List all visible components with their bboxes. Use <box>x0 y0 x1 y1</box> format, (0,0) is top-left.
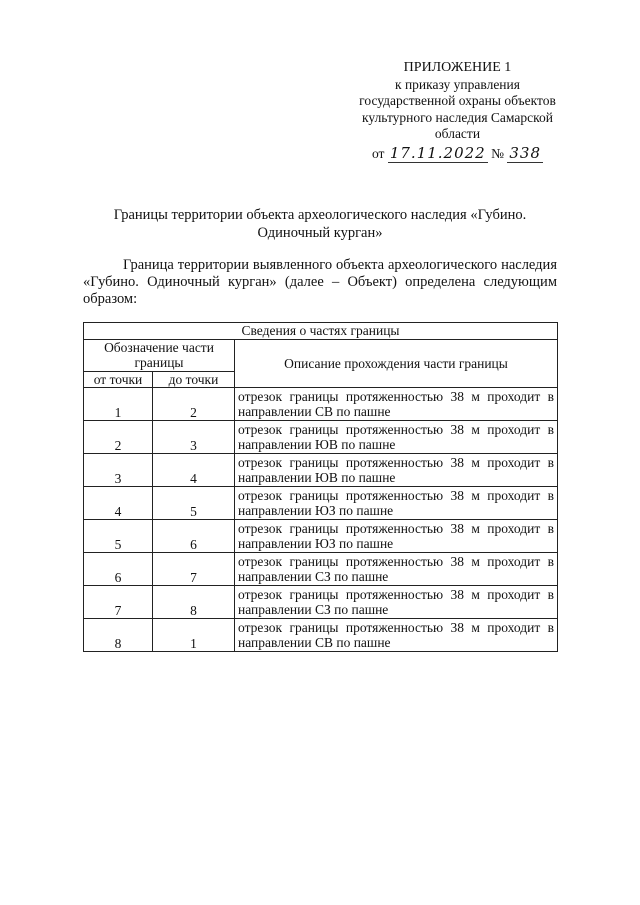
from-point-cell: 8 <box>84 619 153 652</box>
description-cell: отрезок границы протяженностью 38 м проходит в направлении ЮЗ по пашне <box>235 520 558 553</box>
table-row <box>84 487 558 520</box>
table-row <box>84 553 558 586</box>
from-point-cell: 2 <box>84 421 153 454</box>
from-point-cell: 3 <box>84 454 153 487</box>
table-row <box>84 520 558 553</box>
to-point-cell: 4 <box>153 454 235 487</box>
annex-line: государственной охраны объектов <box>359 93 556 108</box>
table-row <box>84 388 558 421</box>
annex-line: к приказу управления <box>395 76 520 92</box>
to-point-cell: 3 <box>153 421 235 454</box>
table-caption: Сведения о частях границы <box>84 323 558 340</box>
designation-header: Обозначение части границы <box>84 339 235 371</box>
annex-line: культурного наследия Самарской <box>362 109 553 125</box>
description-cell: отрезок границы протяженностью 38 м проходит в направлении СВ по пашне <box>235 619 558 652</box>
boundary-parts-table <box>83 322 558 652</box>
from-point-cell: 4 <box>84 487 153 520</box>
annex-line: области <box>434 126 481 141</box>
to-point-cell: 7 <box>153 553 235 586</box>
to-point-cell: 1 <box>153 619 235 652</box>
document-title: Границы территории объекта археологического наследия «Губино. Одиночный курган» <box>113 207 527 241</box>
to-point-cell: 2 <box>153 388 235 421</box>
to-point-cell: 6 <box>153 520 235 553</box>
description-cell: отрезок границы протяженностью 38 м проходит в направлении СЗ по пашне <box>235 553 558 586</box>
to-point-cell: 5 <box>153 487 235 520</box>
handwritten-date: 17.11.2022 <box>389 143 486 162</box>
from-point-cell: 6 <box>84 553 153 586</box>
to-point-header: до точки <box>153 371 235 388</box>
order-date-number <box>350 145 565 163</box>
to-point-cell: 8 <box>153 586 235 619</box>
description-cell: отрезок границы протяженностью 38 м проходит в направлении ЮВ по пашне <box>235 421 558 454</box>
description-header: Описание прохождения части границы <box>235 339 558 388</box>
annex-heading: ПРИЛОЖЕНИЕ 1 <box>403 60 512 75</box>
table-row <box>84 454 558 487</box>
handwritten-number: 338 <box>509 143 542 162</box>
annex-header <box>350 60 565 162</box>
intro-paragraph: Граница территории выявленного объекта археологического наследия «Губино. Одиночный курган» (далее – Объект) определена следующим образом: <box>83 257 557 307</box>
description-cell: отрезок границы протяженностью 38 м проходит в направлении СЗ по пашне <box>235 586 558 619</box>
date-prefix: от <box>371 145 385 161</box>
from-point-cell: 5 <box>84 520 153 553</box>
from-point-cell: 7 <box>84 586 153 619</box>
from-point-cell: 1 <box>84 388 153 421</box>
from-point-header: от точки <box>84 371 153 388</box>
description-cell: отрезок границы протяженностью 38 м проходит в направлении СВ по пашне <box>235 388 558 421</box>
number-prefix: № <box>491 145 504 161</box>
table-row <box>84 619 558 652</box>
description-cell: отрезок границы протяженностью 38 м проходит в направлении ЮЗ по пашне <box>235 487 558 520</box>
table-row <box>84 586 558 619</box>
table-row <box>84 421 558 454</box>
description-cell: отрезок границы протяженностью 38 м проходит в направлении ЮВ по пашне <box>235 454 558 487</box>
